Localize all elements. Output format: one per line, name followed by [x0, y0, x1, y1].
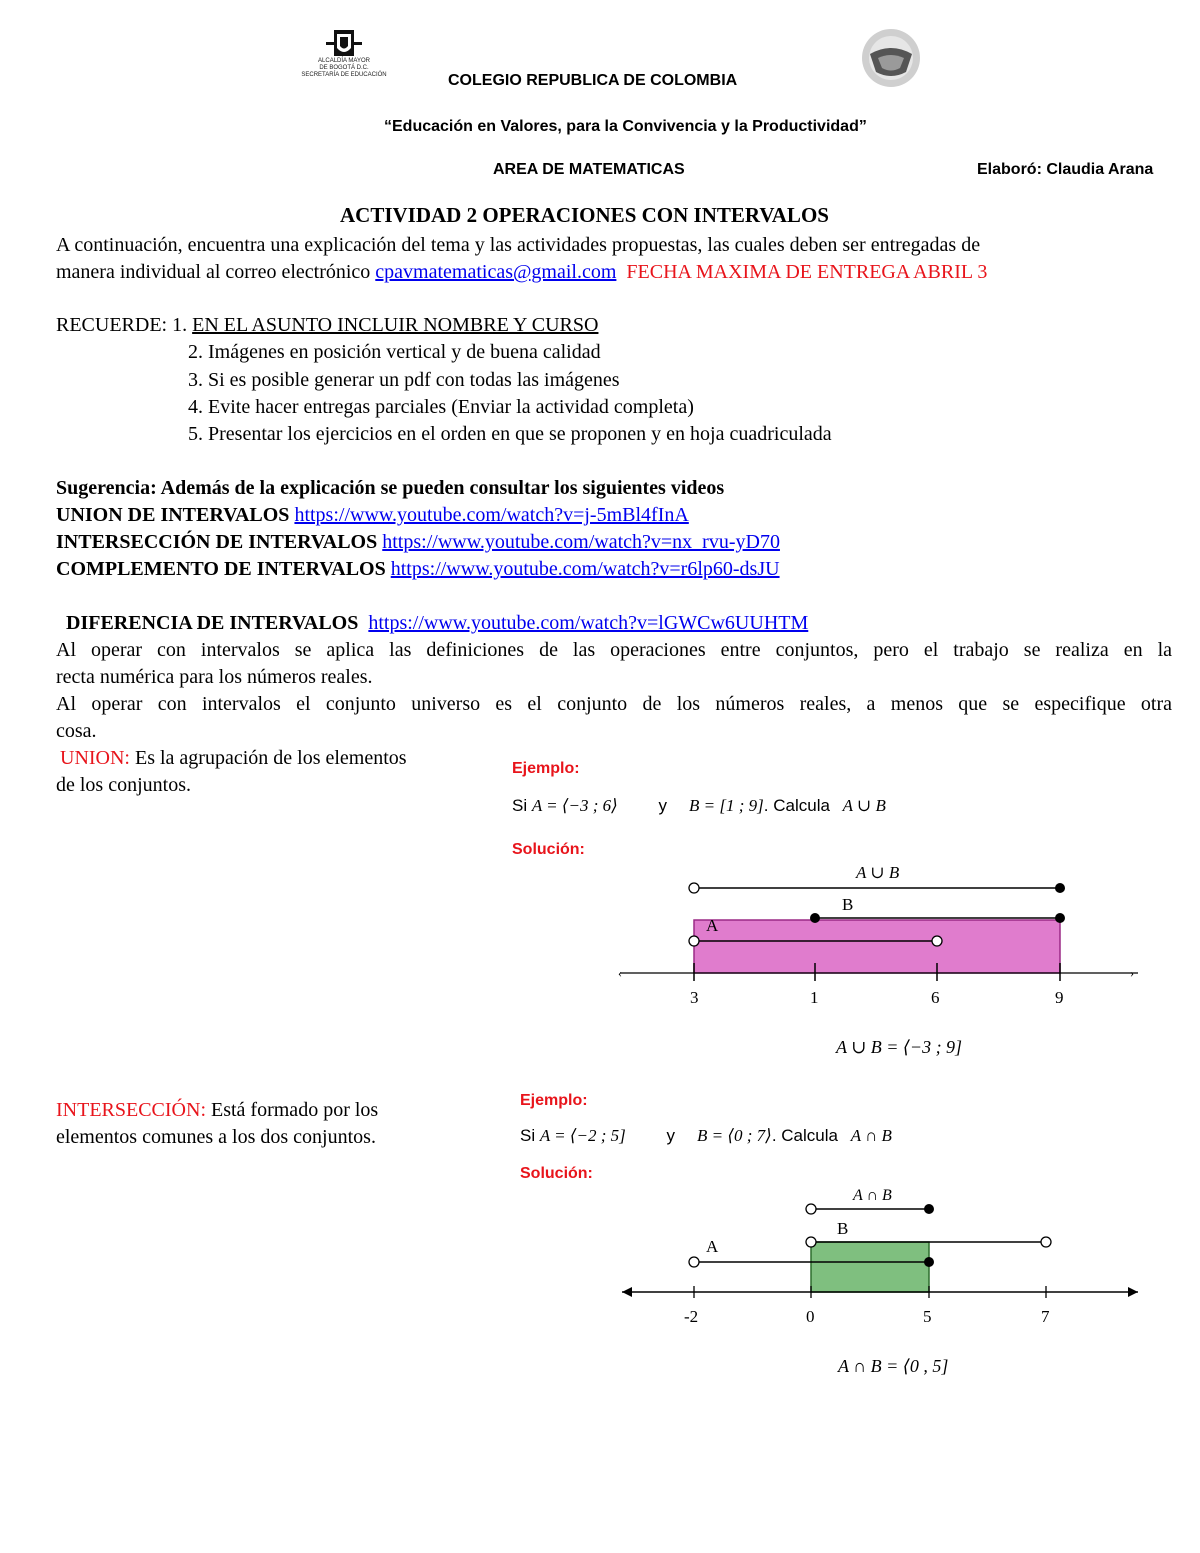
seal-text-1: ALCALDÍA MAYOR [318, 58, 370, 64]
union-definition-line2: de los conjuntos. [56, 774, 191, 796]
intersection-example-statement [520, 1126, 892, 1146]
union-ex-si: Si [512, 796, 532, 815]
reminder-item-4: 4. Evite hacer entregas parciales (Enviar la actividad completa) [188, 396, 694, 418]
intersection-axis-right-arrow [1128, 1287, 1138, 1297]
page-title: ACTIVIDAD 2 OPERACIONES CON INTERVALOS [340, 203, 829, 227]
intersection-ex-calc: . Calcula [771, 1126, 843, 1145]
video-label: INTERSECCIÓN DE INTERVALOS [56, 531, 383, 553]
reminder-item-5: 5. Presentar los ejercicios en el orden en que se proponen y en hoja cuadriculada [188, 423, 832, 445]
intersection-shaded-region [811, 1242, 929, 1292]
union-number-line-diagram [610, 855, 1150, 1065]
video-link-union[interactable]: https://www.youtube.com/watch?v=j-5mBl4fInA [294, 504, 689, 526]
union-b-label: B [842, 895, 854, 914]
union-ex-y: y [658, 796, 668, 815]
deadline: FECHA MAXIMA DE ENTREGA ABRIL 3 [626, 261, 988, 283]
video-link-difference[interactable]: https://www.youtube.com/watch?v=lGWCw6UUHTM [368, 612, 809, 634]
video-row-complement [56, 556, 780, 583]
union-example-statement [512, 796, 886, 816]
intersection-result-closed-endpoint [924, 1204, 934, 1214]
union-def-text: Es la agrupación de los elementos [130, 747, 407, 769]
union-ex-op: A ∪ B [842, 796, 886, 815]
union-a-label: A [706, 916, 719, 935]
explanation-p1-line1: Al operar con intervalos se aplica las definiciones de las operaciones entre conjuntos, pero el trabajo se realiza en la [56, 639, 1172, 661]
union-tick-label: 3 [690, 988, 699, 1007]
video-row-difference [56, 583, 808, 637]
union-tick-label: 1 [810, 988, 819, 1007]
union-tick-label: 9 [1055, 988, 1064, 1007]
school-name: COLEGIO REPUBLICA DE COLOMBIA [448, 72, 738, 89]
school-motto: “Educación en Valores, para la Convivencia y la Productividad” [384, 118, 867, 135]
intersection-term: INTERSECCIÓN: [56, 1099, 206, 1121]
videos-heading: Sugerencia: Además de la explicación se pueden consultar los siguientes videos [56, 477, 725, 499]
intersection-example-label: Ejemplo: [520, 1092, 588, 1109]
video-label: DIFERENCIA DE INTERVALOS [66, 612, 369, 634]
intersection-tick-label: 5 [923, 1307, 932, 1326]
intersection-b-open-endpoint [1041, 1237, 1051, 1247]
intersection-a-closed-endpoint [924, 1257, 934, 1267]
reminder-1 [56, 312, 598, 339]
union-result-formula: A ∪ B = ⟨−3 ; 9] [836, 1037, 963, 1057]
school-shield-icon [858, 28, 924, 88]
left-seal [300, 28, 388, 90]
video-row-intersection [56, 529, 780, 556]
reminder-label: RECUERDE: 1. [56, 314, 193, 336]
reminder-item-1: EN EL ASUNTO INCLUIR NOMBRE Y CURSO [192, 314, 599, 336]
video-label: COMPLEMENTO DE INTERVALOS [56, 558, 391, 580]
area-title: AREA DE MATEMATICAS [493, 161, 685, 178]
intersection-ex-y: y [666, 1126, 676, 1145]
union-a-open-endpoint [689, 936, 699, 946]
video-label: UNION DE INTERVALOS [56, 504, 295, 526]
video-link-complement[interactable]: https://www.youtube.com/watch?v=r6lp60-dsJU [390, 558, 780, 580]
intersection-result-formula: A ∩ B = ⟨0 , 5] [838, 1356, 949, 1376]
intersection-a-label: A [706, 1237, 719, 1256]
union-a-open-endpoint [932, 936, 942, 946]
union-b-closed-endpoint [1055, 913, 1065, 923]
intersection-tick-label: 7 [1041, 1307, 1050, 1326]
explanation-p2-line1: Al operar con intervalos el conjunto universo es el conjunto de los números reales, a menos que se especifique otra [56, 693, 1172, 715]
union-solution-label: Solución: [512, 841, 585, 858]
intersection-b-label: B [837, 1219, 849, 1238]
intersection-result-label: A ∩ B [853, 1187, 892, 1204]
seal-text-3: SECRETARÍA DE EDUCACIÓN [301, 72, 387, 78]
intersection-definition-line2: elementos comunes a los dos conjuntos. [56, 1126, 376, 1148]
union-ex-b: B = [1 ; 9] [689, 796, 764, 815]
email-link[interactable]: cpavmatematicas@gmail.com [375, 261, 617, 283]
intro-text: manera individual al correo electrónico [56, 261, 376, 283]
intersection-ex-op: A ∩ B [850, 1126, 892, 1145]
video-link-intersection[interactable]: https://www.youtube.com/watch?v=nx_rvu-yD70 [382, 531, 780, 553]
intersection-ex-b: B = ⟨0 ; 7⟩ [697, 1126, 772, 1145]
intersection-b-open-endpoint [806, 1237, 816, 1247]
intro-line-2 [56, 259, 987, 286]
author: Elaboró: Claudia Arana [977, 161, 1154, 178]
seal-text-2: DE BOGOTÁ D.C. [319, 65, 369, 71]
reminder-item-2: 2. Imágenes en posición vertical y de buena calidad [188, 341, 601, 363]
video-row-union [56, 502, 689, 529]
union-ex-calc: . Calcula [763, 796, 835, 815]
explanation-p1-line2: recta numérica para los números reales. [56, 666, 373, 688]
intersection-tick-label: 0 [806, 1307, 815, 1326]
intersection-ex-si: Si [520, 1126, 540, 1145]
union-shaded-region [694, 920, 1060, 973]
intro-line-1: A continuación, encuentra una explicación del tema y las actividades propuestas, las cuales deben ser entregadas de [56, 234, 981, 256]
union-tick-label: 6 [931, 988, 940, 1007]
union-result-label: A ∪ B [856, 863, 900, 882]
intersection-number-line-diagram [610, 1182, 1150, 1382]
union-b-closed-endpoint [810, 913, 820, 923]
union-axis-left-arrow: ‹ [618, 966, 622, 980]
explanation-p2-line2: cosa. [56, 720, 97, 742]
union-example-label: Ejemplo: [512, 760, 580, 777]
union-ex-a: A = ⟨−3 ; 6⟩ [531, 796, 618, 815]
union-definition-line1 [60, 745, 488, 772]
intersection-tick-label: -2 [684, 1307, 699, 1326]
intersection-axis-left-arrow [622, 1287, 632, 1297]
intersection-a-open-endpoint [689, 1257, 699, 1267]
union-term: UNION: [60, 747, 130, 769]
school-logo [858, 28, 924, 88]
intersection-definition-line1 [56, 1097, 378, 1124]
reminder-item-3: 3. Si es posible generar un pdf con todas las imágenes [188, 369, 620, 391]
intersection-result-open-endpoint [806, 1204, 816, 1214]
union-axis-right-arrow: › [1130, 966, 1134, 980]
union-result-open-endpoint [689, 883, 699, 893]
intersection-ex-a: A = ⟨−2 ; 5] [539, 1126, 626, 1145]
union-result-closed-endpoint [1055, 883, 1065, 893]
intersection-solution-label: Solución: [520, 1165, 593, 1182]
intersection-def-text: Está formado por los [206, 1099, 379, 1121]
